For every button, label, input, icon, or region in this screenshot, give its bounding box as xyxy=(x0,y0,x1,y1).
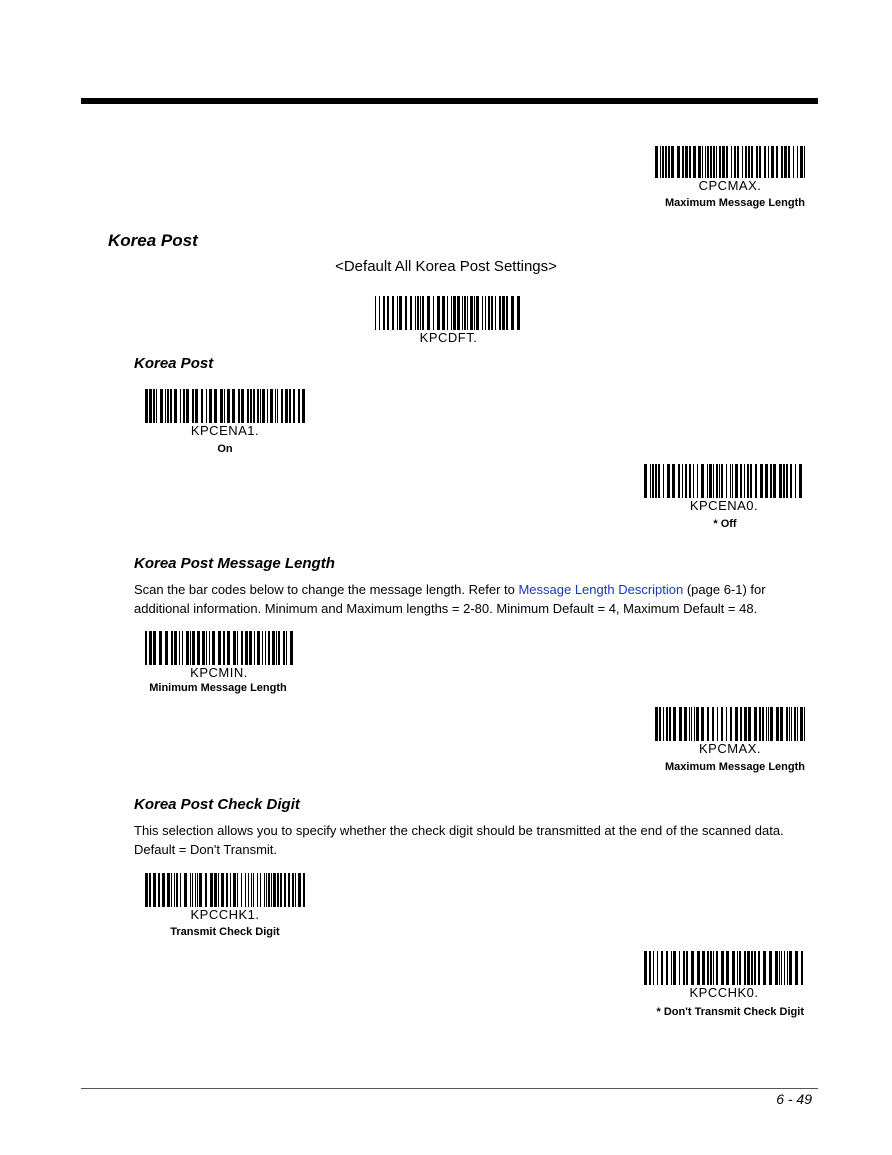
enable-heading: Korea Post xyxy=(134,355,214,372)
barcode-kpcmax[interactable] xyxy=(655,707,805,756)
message-length-description xyxy=(134,580,810,618)
barcode-code: KPCMAX. xyxy=(698,741,761,756)
barcode-cpcmax[interactable] xyxy=(655,146,805,193)
section-title: Korea Post xyxy=(108,231,198,250)
barcode-bars xyxy=(655,707,805,741)
page-number: 6 - 49 xyxy=(776,1091,812,1107)
check-digit-description: This selection allows you to specify whether the check digit should be transmitted at the end of the scanned data. Default = Don't Transmit. xyxy=(134,823,784,857)
barcode-caption: Maximum Message Length xyxy=(665,761,805,773)
barcode-code: KPCENA1. xyxy=(190,423,260,438)
barcode-caption: Transmit Check Digit xyxy=(170,926,280,938)
barcode-bars xyxy=(145,631,293,665)
default-settings-title: <Default All Korea Post Settings> xyxy=(335,258,557,275)
description-text: (page 6-1) for additional information. Minimum and Maximum lengths = 2-80. Minimum Default = 4, Maximum Default = 48. xyxy=(134,582,766,616)
check-digit-heading: Korea Post Check Digit xyxy=(134,796,300,813)
barcode-bars xyxy=(644,951,804,985)
barcode-bars xyxy=(145,873,305,907)
barcode-code: KPCCHK1. xyxy=(190,907,260,922)
barcode-caption: Minimum Message Length xyxy=(149,682,287,694)
barcode-code: KPCCHK0. xyxy=(689,985,759,1000)
barcode-bars xyxy=(145,389,305,423)
barcode-caption: Maximum Message Length xyxy=(665,197,805,209)
barcode-caption: On xyxy=(217,443,233,455)
barcode-code: KPCENA0. xyxy=(689,498,759,513)
barcode-caption: * Off xyxy=(713,518,737,530)
barcode-kpcena1[interactable] xyxy=(145,389,305,438)
barcode-code: CPCMAX. xyxy=(698,178,762,193)
barcode-bars xyxy=(375,296,522,330)
barcode-bars xyxy=(655,146,805,178)
barcode-code: KPCDFT. xyxy=(419,330,478,345)
barcode-kpcchk0[interactable] xyxy=(644,951,804,1000)
barcode-kpcmin[interactable] xyxy=(145,631,293,680)
top-rule xyxy=(81,98,818,104)
barcode-kpcdft[interactable] xyxy=(375,296,522,345)
message-length-link[interactable]: Message Length Description xyxy=(518,582,684,597)
message-length-heading: Korea Post Message Length xyxy=(134,555,335,572)
barcode-bars xyxy=(644,464,804,498)
bottom-rule xyxy=(81,1088,818,1089)
description-text: Scan the bar codes below to change the message length. Refer to xyxy=(134,582,519,597)
barcode-kpcena0[interactable] xyxy=(644,464,804,513)
barcode-code: KPCMIN. xyxy=(190,665,248,680)
barcode-caption: * Don't Transmit Check Digit xyxy=(656,1006,804,1018)
barcode-kpcchk1[interactable] xyxy=(145,873,305,922)
